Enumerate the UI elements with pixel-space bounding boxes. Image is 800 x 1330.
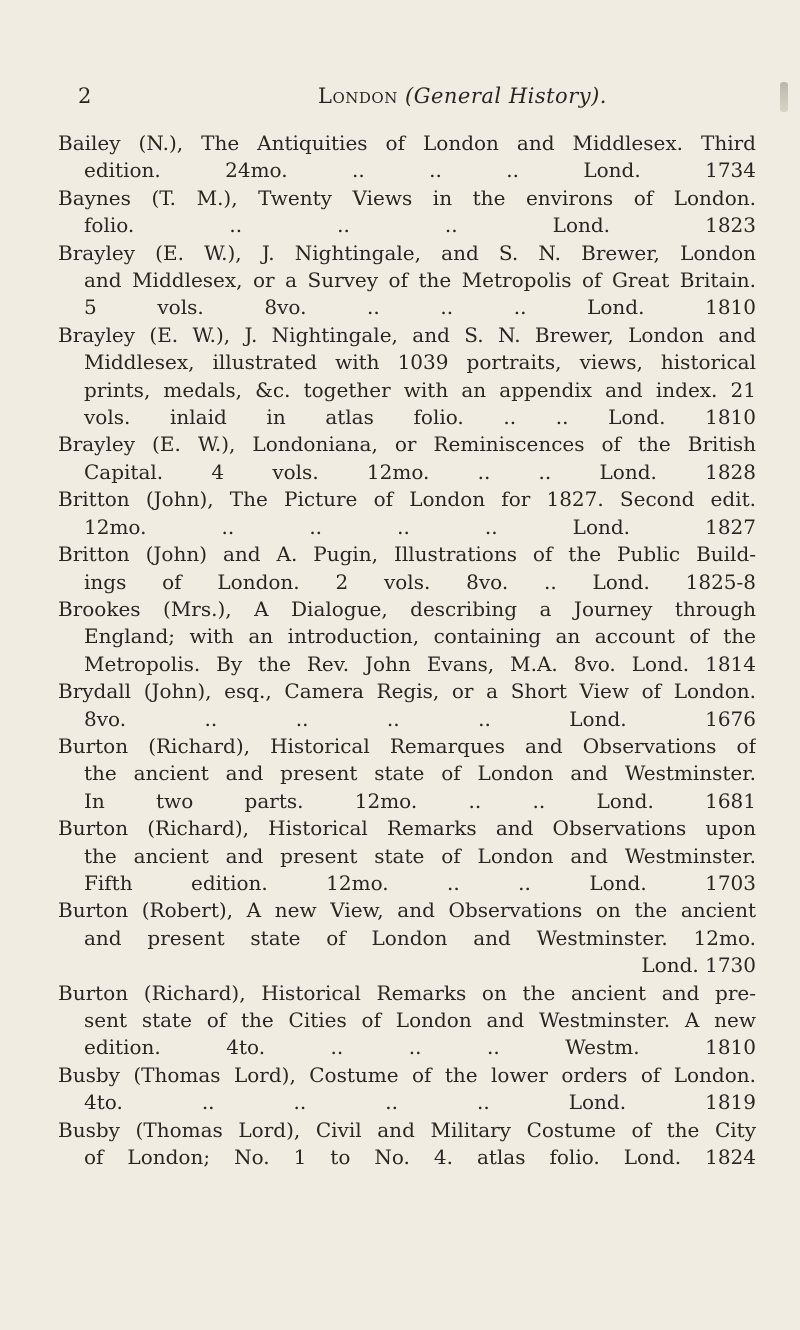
entry-continuation-line: Fifth edition. 12mo. .. .. Lond. 1703 xyxy=(84,870,756,895)
catalogue-entry xyxy=(58,322,756,432)
entry-heading-line: Baynes (T. M.), Twenty Views in the environs of London. xyxy=(58,185,756,210)
catalogue-entry xyxy=(58,1062,756,1117)
catalogue-entry xyxy=(58,733,756,815)
entry-continuation-line: the ancient and present state of London and Westminster. xyxy=(84,761,756,786)
catalogue-entry xyxy=(58,185,756,240)
entry-continuation-line: 8vo. .. .. .. .. Lond. 1676 xyxy=(84,706,756,731)
page-edge-mark xyxy=(780,82,788,112)
catalogue-entry xyxy=(58,240,756,322)
entry-heading-line: Burton (Robert), A new View, and Observations on the ancient xyxy=(58,898,756,923)
entry-heading-line: Brayley (E. W.), J. Nightingale, and S. N. Brewer, London xyxy=(58,240,756,265)
entry-continuation-line: Metropolis. By the Rev. John Evans, M.A. 8vo. Lond. 1814 xyxy=(84,651,756,676)
catalogue-entry xyxy=(58,541,756,596)
running-title-main: London xyxy=(318,84,398,108)
entry-continuation-line: 12mo. .. .. .. .. Lond. 1827 xyxy=(84,514,756,539)
catalogue-entry xyxy=(58,486,756,541)
entry-continuation-line: England; with an introduction, containing an account of the xyxy=(84,624,756,649)
catalogue-entry xyxy=(58,678,756,733)
entry-heading-line: Britton (John) and A. Pugin, Illustrations of the Public Build- xyxy=(58,542,756,567)
catalogue-entry xyxy=(58,1117,756,1172)
running-title-sub: (General History). xyxy=(405,84,607,108)
entry-heading-line: Busby (Thomas Lord), Costume of the lower orders of London. xyxy=(58,1062,756,1087)
entry-continuation-line: 5 vols. 8vo. .. .. .. Lond. 1810 xyxy=(84,295,756,320)
entry-heading-line: Bailey (N.), The Antiquities of London and Middlesex. Third xyxy=(58,131,756,155)
entry-continuation-line: edition. 24mo. .. .. .. Lond. 1734 xyxy=(84,158,756,183)
entry-heading-line: Brayley (E. W.), J. Nightingale, and S. N. Brewer, London and xyxy=(58,322,756,347)
entry-continuation-line: folio. .. .. .. Lond. 1823 xyxy=(84,213,756,238)
bibliography-entries xyxy=(58,130,756,1171)
entry-heading-line: Busby (Thomas Lord), Civil and Military Costume of the City xyxy=(58,1117,756,1142)
entry-heading-line: Burton (Richard), Historical Remarks on the ancient and pre- xyxy=(58,980,756,1005)
running-title xyxy=(318,84,607,108)
page-number: 2 xyxy=(78,84,92,108)
entry-continuation-line: edition. 4to. .. .. .. Westm. 1810 xyxy=(84,1035,756,1060)
entry-heading-line: Britton (John), The Picture of London for 1827. Second edit. xyxy=(58,487,756,512)
catalogue-entry xyxy=(58,980,756,1062)
entry-continuation-line: Capital. 4 vols. 12mo. .. .. Lond. 1828 xyxy=(84,459,756,484)
entry-heading-line: Brydall (John), esq., Camera Regis, or a Short View of London. xyxy=(58,679,756,704)
entry-continuation-line: the ancient and present state of London and Westminster. xyxy=(84,843,756,868)
entry-continuation-line: and Middlesex, or a Survey of the Metropolis of Great Britain. xyxy=(84,268,756,293)
entry-continuation-line: Lond. 1730 xyxy=(641,953,756,978)
entry-heading-line: Brayley (E. W.), Londoniana, or Reminiscences of the British xyxy=(58,432,756,457)
entry-continuation-line: 4to. .. .. .. .. Lond. 1819 xyxy=(84,1090,756,1115)
entry-continuation-line: ings of London. 2 vols. 8vo. .. Lond. 1825-8 xyxy=(84,569,756,594)
entry-continuation-line: Middlesex, illustrated with 1039 portraits, views, historical xyxy=(84,350,756,375)
catalogue-entry xyxy=(58,596,756,678)
entry-continuation-line: In two parts. 12mo. .. .. Lond. 1681 xyxy=(84,788,756,813)
entry-continuation-line: prints, medals, &c. together with an appendix and index. 21 xyxy=(84,377,756,402)
catalogue-entry xyxy=(58,897,756,979)
running-header xyxy=(78,84,722,118)
entry-continuation-line: sent state of the Cities of London and Westminster. A new xyxy=(84,1008,756,1032)
entry-continuation-line: vols. inlaid in atlas folio. .. .. Lond. 1810 xyxy=(84,405,756,430)
entry-heading-line: Burton (Richard), Historical Remarks and Observations upon xyxy=(58,816,756,841)
entry-heading-line: Burton (Richard), Historical Remarques and Observations of xyxy=(58,733,756,758)
catalogue-entry xyxy=(58,431,756,486)
entry-continuation-line: of London; No. 1 to No. 4. atlas folio. Lond. 1824 xyxy=(84,1145,756,1170)
catalogue-entry xyxy=(58,815,756,897)
entry-continuation-line: and present state of London and Westminster. 12mo. xyxy=(84,925,756,950)
entry-heading-line: Brookes (Mrs.), A Dialogue, describing a Journey through xyxy=(58,596,756,621)
catalogue-entry xyxy=(58,130,756,185)
